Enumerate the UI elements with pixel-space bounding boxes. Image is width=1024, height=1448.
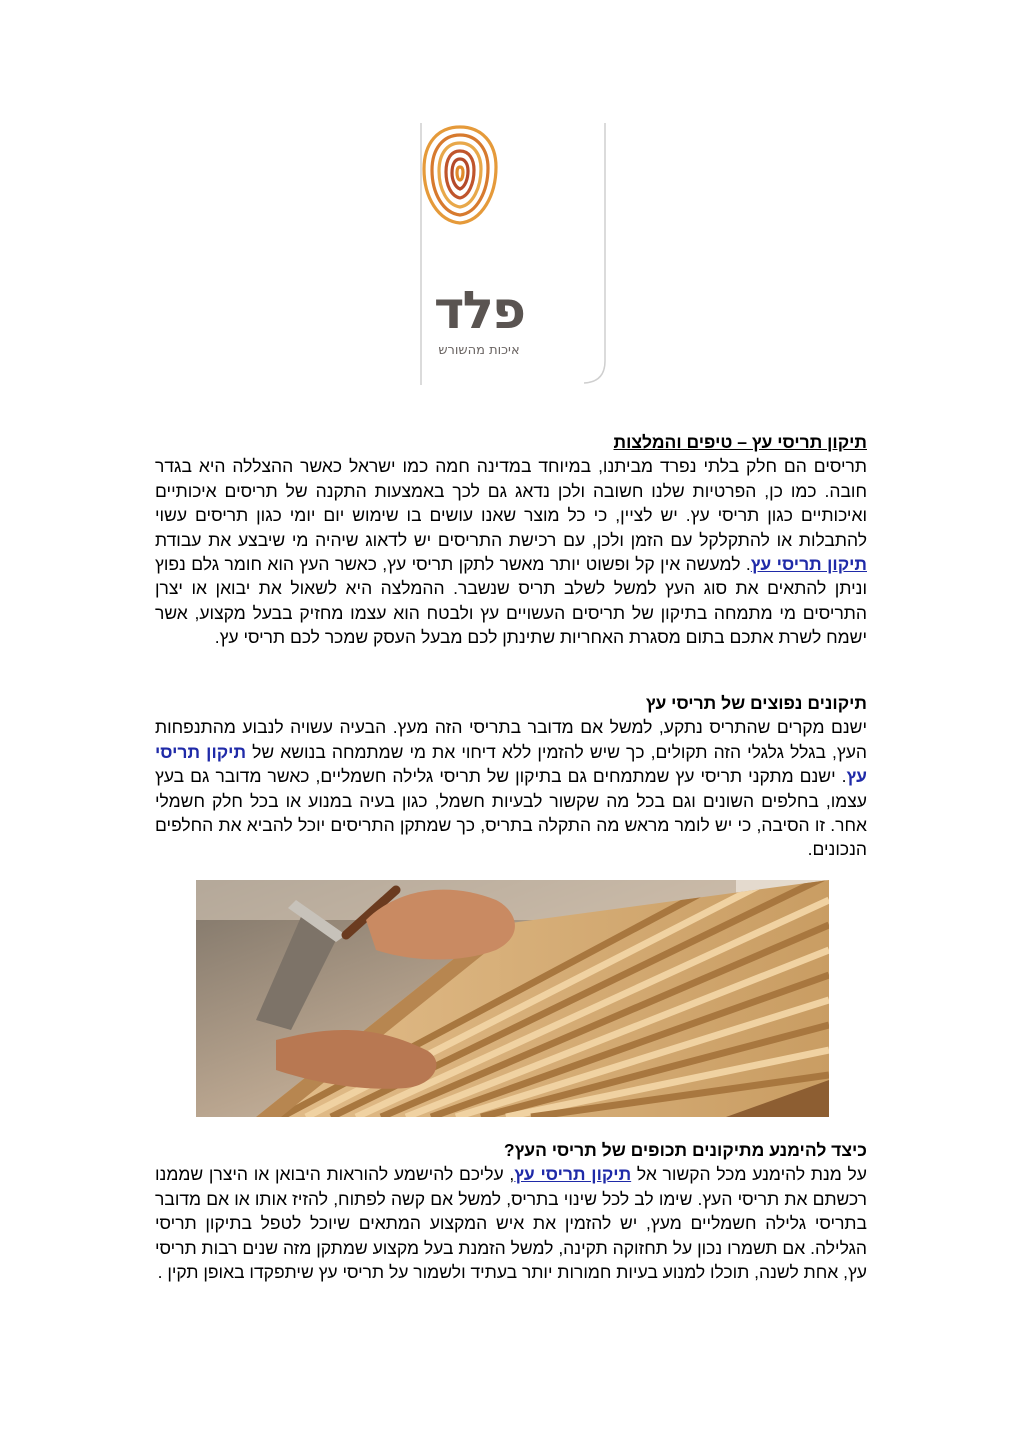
section-intro [155, 430, 867, 650]
section-paragraph [155, 715, 867, 861]
section-paragraph [155, 454, 867, 649]
section-prevention [155, 1138, 867, 1284]
section-common-repairs [155, 691, 867, 862]
paragraph-text: ישנם מקרים שהתריס נתקע, למשל אם מדובר בתריסי הזה מעץ. הבעיה עשויה לנבוע מהתנפחות העץ, בגלל גלגלי הזה תקולים, כך שיש להזמין ללא דיחוי את מי שמתמחה בנושא של [155, 717, 867, 762]
paragraph-text: על מנת להימנע מכל הקשור אל [631, 1164, 867, 1185]
shutter-painting-illustration [196, 880, 829, 1117]
fingerprint-icon [420, 123, 500, 227]
shutter-painting-photo [196, 880, 829, 1117]
paragraph-text: , עליכם להישמע להוראות היבואן או היצרן שממנו רכשתם את תריסי העץ. שימו לב לכל שינוי בתריס, למשל אם קשה לפתוח, להזיז אותו או אם מדובר בתריסי גלילה חשמליים מעץ, יש להזמין את איש המקצוע המתאים שיוכל לטפל בתיקון תריסי הגלילה. אם תשמרו נכון על תחזוקה תקינה, למשל הזמנת בעל מקצוע שמתקן מזה שנים רבות תריסי עץ, אחת לשנה, תוכלו למנוע בעיות חמורות יותר בעתיד ולשמור על תריסי עץ שיתפקדו באופן תקין . [155, 1164, 867, 1283]
logo-card [420, 123, 606, 385]
logo-tagline: איכות מהשורש [438, 343, 520, 358]
paragraph-text: . למעשה אין קל ופשוט יותר מאשר לתקן תריסי עץ, כאשר העץ הוא חומר גלם נפוץ וניתן להתאים את סוג העץ למשל לשלב תריס שנשבר. ההמלצה היא לשאול את יבואן או יצרן התריסים מי מתמחה בתיקון של תריסים העשויים עץ ולבטח הוא עצמו מחזיק בבעל מקצוע, אשר ישמח לשרת אתכם בתום מסגרת האחריות שתינתן לכם מבעל העסק שמכר לכם תריסי עץ. [155, 554, 867, 648]
shutter-repair-link[interactable]: תיקון תריסי עץ [514, 1164, 632, 1185]
paragraph-text: תריסים הם חלק בלתי נפרד מביתנו, במיוחד במדינה חמה כמו ישראל כאשר ההצללה היא בגדר חובה. כמו כן, הפרטיות שלנו חשובה ולכן נדאג גם לכך באמצעות התקנה של תריסים איכותיים ואיכותיים כגון תריסי עץ. יש לציין, כי כל מוצר שאנו עושים בו שימוש יום יומי כגון תריסים עשוי להתבלות או להתקלקל עם הזמן ולכן, עם רכישת התריסים יש לדאוג שיהיה מי שיבצע את עבודת [155, 456, 867, 550]
section-heading: תיקונים נפוצים של תריסי עץ [645, 693, 867, 713]
section-heading: כיצד להימנע מתיקונים תכופים של תריסי העץ? [503, 1140, 867, 1160]
logo-wordmark: פלד [433, 281, 525, 341]
shutter-repair-link[interactable]: תיקון תריסי עץ [750, 554, 867, 575]
paragraph-text: . ישנם מתקני תריסי עץ שמתמחים גם בתיקון של תריסי גלילה חשמליים, כאשר מדובר גם בעץ עצמו, בחלפים השונים וגם בכל מה שקשור לבעיות חשמל, כגון בעיה במנוע או בכל חלק חשמלי אחר. זו הסיבה, כי יש לומר מראש מה התקלה בתריס, כך שמתקן התריסים יוכל להביא את החלפים הנכונים. [155, 766, 867, 860]
shutter-repair-link[interactable]: תיקון תריסי עץ [155, 741, 867, 787]
section-paragraph [155, 1162, 867, 1284]
section-heading: תיקון תריסי עץ – טיפים והמלצות [613, 432, 867, 452]
